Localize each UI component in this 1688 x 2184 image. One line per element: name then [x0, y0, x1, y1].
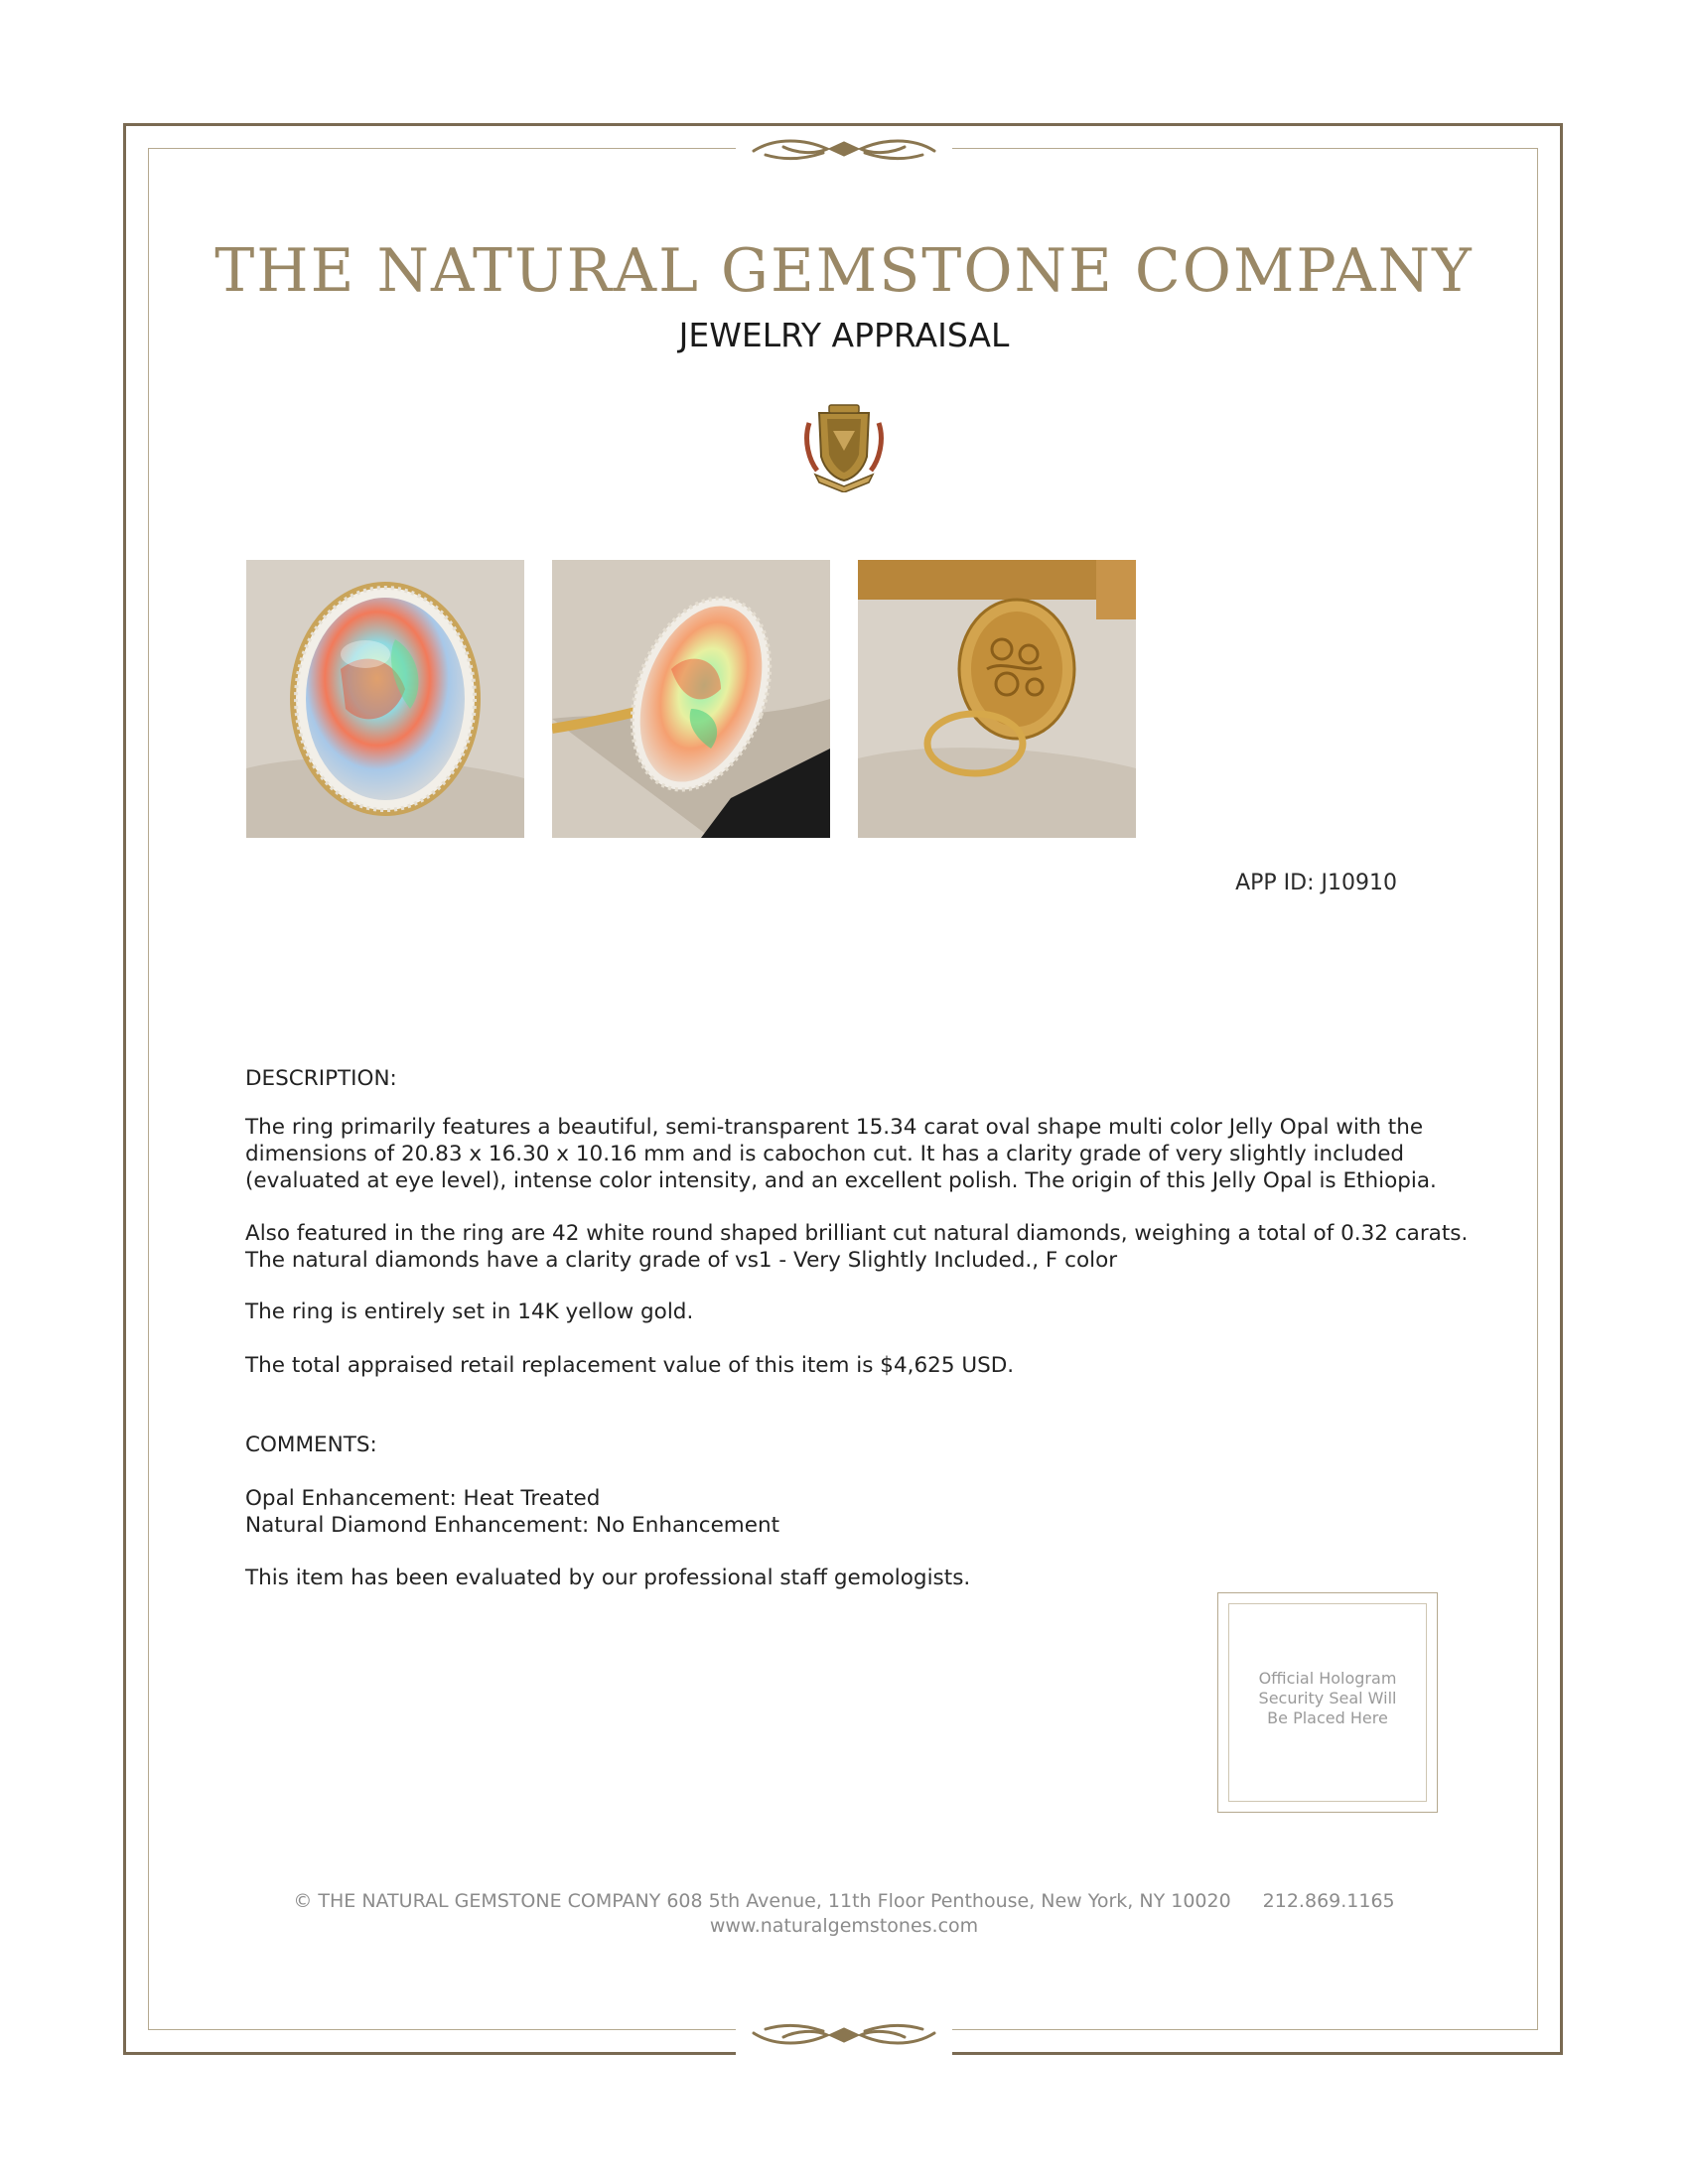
- bottom-ornament: [736, 2015, 952, 2055]
- description-paragraph-2: [245, 1220, 1469, 1274]
- crest-icon: [803, 401, 885, 492]
- seal-line: Be Placed Here: [1267, 1708, 1388, 1727]
- ring-photo-3: [858, 560, 1136, 838]
- company-name: THE NATURAL GEMSTONE COMPANY: [214, 236, 1474, 306]
- top-ornament: [736, 129, 952, 169]
- description-paragraph-3: The ring is entirely set in 14K yellow gold.: [245, 1299, 694, 1324]
- description-line: (evaluated at eye level), intense color intensity, and an excellent polish. The origin of this Jelly Opal is Ethiopia.: [245, 1168, 1437, 1193]
- seal-text: [1218, 1669, 1437, 1728]
- hologram-seal-placeholder: [1217, 1592, 1438, 1813]
- comment-line: Natural Diamond Enhancement: No Enhancement: [245, 1513, 780, 1538]
- description-paragraph-1: [245, 1114, 1457, 1194]
- comments-heading: COMMENTS:: [245, 1433, 377, 1457]
- evaluation-note: This item has been evaluated by our professional staff gemologists.: [245, 1566, 971, 1590]
- seal-line: Security Seal Will: [1258, 1689, 1397, 1707]
- appraised-value: The total appraised retail replacement value of this item is $4,625 USD.: [245, 1353, 1015, 1378]
- footer-address: © THE NATURAL GEMSTONE COMPANY 608 5th Avenue, 11th Floor Penthouse, New York, NY 10020: [293, 1890, 1231, 1912]
- description-line: dimensions of 20.83 x 16.30 x 10.16 mm and is cabochon cut. It has a clarity grade of very slightly included: [245, 1142, 1405, 1166]
- comment-line: Opal Enhancement: Heat Treated: [245, 1486, 601, 1511]
- footer-website[interactable]: www.naturalgemstones.com: [709, 1915, 979, 1937]
- description-line: The ring primarily features a beautiful, semi-transparent 15.34 carat oval shape multi color Jelly Opal with the: [245, 1115, 1424, 1140]
- description-line: The natural diamonds have a clarity grade of vs1 - Very Slightly Included., F color: [245, 1248, 1118, 1273]
- comments-list: [245, 1485, 1457, 1539]
- blank-photo-slot: [1164, 560, 1442, 838]
- ring-photo-1: [246, 560, 524, 838]
- app-id: APP ID: J10910: [1235, 871, 1397, 895]
- description-heading: DESCRIPTION:: [245, 1066, 397, 1091]
- ring-photo-2: [552, 560, 830, 838]
- footer-phone: 212.869.1165: [1262, 1890, 1395, 1912]
- photo-gallery: [246, 560, 1441, 838]
- footer-address-line: [0, 1890, 1688, 1912]
- description-line: Also featured in the ring are 42 white round shaped brilliant cut natural diamonds, weighing a total of 0.32 carats.: [245, 1221, 1469, 1246]
- document-title: JEWELRY APPRAISAL: [678, 316, 1010, 354]
- seal-line: Official Hologram: [1258, 1669, 1397, 1688]
